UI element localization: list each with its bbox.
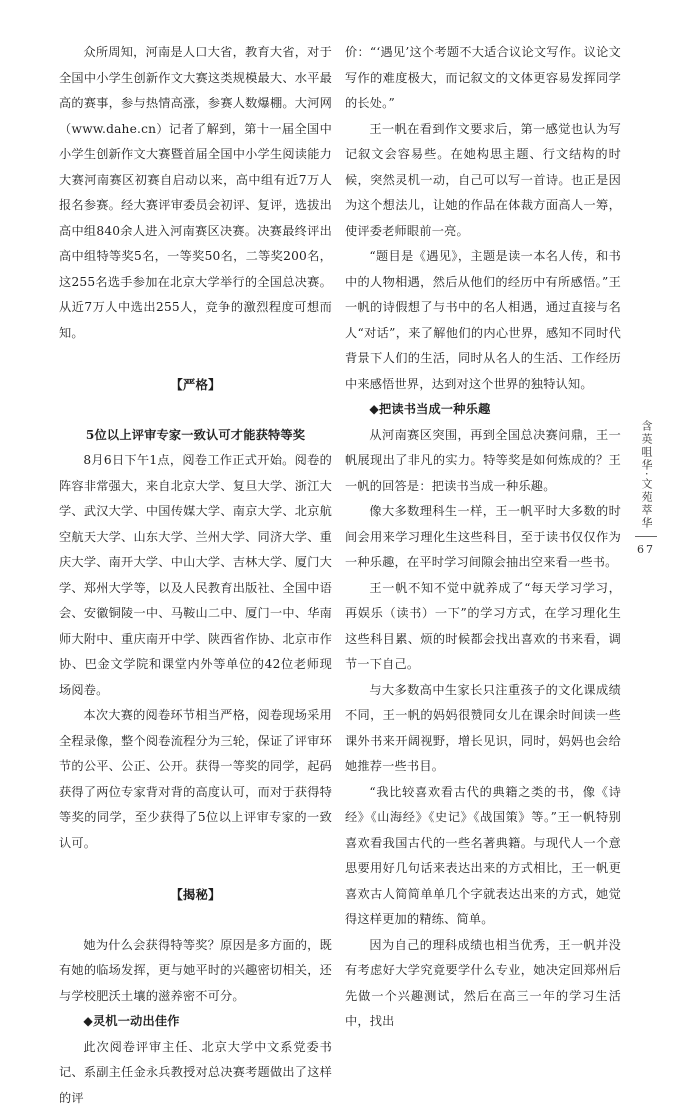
page-sidebar <box>635 420 657 556</box>
paragraph: 与大多数高中生家长只注重孩子的文化课成绩不同，王一帆的妈妈很赞同女儿在课余时间读一些课外书来开阔视野，增长见识，同时，妈妈也会给她推荐一些书目。 <box>345 678 621 780</box>
bullet-heading: ◆把读书当成一种乐趣 <box>345 397 621 423</box>
section-heading-reveal: 【揭秘】 <box>59 882 332 908</box>
paragraph: 因为自己的理科成绩也相当优秀，王一帆并没有考虑好大学究竟要学什么专业，她决定回郑州后先做一个兴趣测试，然后在高三一年的学习生活中，找出 <box>345 933 621 1035</box>
page-number: 67 <box>635 543 657 556</box>
left-column <box>59 40 332 1111</box>
paragraph: 价：“‘遇见’这个考题不大适合议论文写作。议论文写作的难度极大，而记叙文的文体更容易发挥同学的长处。” <box>345 40 621 117</box>
paragraph: 她为什么会获得特等奖？原因是多方面的，既有她的临场发挥，更与她平时的兴趣密切相关，还与学校肥沃土壤的滋养密不可分。 <box>59 933 332 1010</box>
sidebar-title-2: 文苑萃华 <box>639 478 653 530</box>
section-heading-strict: 【严格】 <box>59 372 332 398</box>
paragraph: 像大多数理科生一样，王一帆平时大多数的时间会用来学习理化生这些科目，至于读书仅仅作为一种乐趣，在平时学习间隙会抽出空来看一些书。 <box>345 499 621 576</box>
subheading: 5位以上评审专家一致认可才能获特等奖 <box>59 423 332 449</box>
paragraph: “我比较喜欢看古代的典籍之类的书，像《诗经》《山海经》《史记》《战国策》等。”王一帆特别喜欢看我国古代的一些名著典籍。与现代人一个意思要用好几句话来表达出来的方式相比，王一帆更喜欢古人简简单单几个字就表达出来的方式，她觉得这样更加的精练、简单。 <box>345 780 621 933</box>
right-column <box>345 40 621 1035</box>
sidebar-title-1: 含英咀华 <box>639 420 653 472</box>
bullet-heading: ◆灵机一动出佳作 <box>59 1009 332 1035</box>
paragraph: “题目是《遇见》，主题是读一本名人传，和书中的人物相遇，然后从他们的经历中有所感悟。”王一帆的诗假想了与书中的名人相遇，通过直接与名人“对话”，来了解他们的内心世界，感知不同时代背景下人们的生活，同时从名人的生活、工作经历中来感悟世界，达到对这个世界的独特认知。 <box>345 244 621 397</box>
paragraph: 8月6日下午1点，阅卷工作正式开始。阅卷的阵容非常强大，来自北京大学、复旦大学、浙江大学、武汉大学、中国传媒大学、南京大学、北京航空航天大学、山东大学、兰州大学、同济大学、重庆大学、南开大学、中山大学、吉林大学、厦门大学、郑州大学等，以及人民教育出版社、全国中语会、安徽铜陵一中、马鞍山二中、厦门一中、华南师大附中、重庆南开中学、陕西省作协、北京市作协、巴金文学院和课堂内外等单位的42位老师现场阅卷。 <box>59 448 332 703</box>
paragraph: 此次阅卷评审主任、北京大学中文系党委书记、系副主任金永兵教授对总决赛考题做出了这样的评 <box>59 1035 332 1111</box>
sidebar-divider <box>635 536 657 537</box>
paragraph: 本次大赛的阅卷环节相当严格，阅卷现场采用全程录像，整个阅卷流程分为三轮，保证了评审环节的公平、公正、公开。获得一等奖的同学，起码获得了两位专家背对背的高度认可，而对于获得特等奖的同学，至少获得了5位以上评审专家的一致认可。 <box>59 703 332 856</box>
paragraph: 王一帆在看到作文要求后，第一感觉也认为写记叙文会容易些。在她构思主题、行文结构的时候，突然灵机一动，自己可以写一首诗。也正是因为这个想法儿，让她的作品在体裁方面高人一筹，使评委老师眼前一亮。 <box>345 117 621 245</box>
paragraph: 从河南赛区突围，再到全国总决赛问鼎，王一帆展现出了非凡的实力。特等奖是如何炼成的？王一帆的回答是：把读书当成一种乐趣。 <box>345 423 621 500</box>
paragraph: 众所周知，河南是人口大省，教育大省，对于全国中小学生创新作文大赛这类规模最大、水平最高的赛事，参与热情高涨，参赛人数爆棚。大河网（www.dahe.cn）记者了解到，第十一届全国中小学生创新作文大赛暨首届全国中小学生阅读能力大赛河南赛区初赛自启动以来，高中组有近7万人报名参赛。经大赛评审委员会初评、复评，选拔出高中组840余人进入河南赛区决赛。决赛最终评出高中组特等奖5名，一等奖50名，二等奖200名，这255名选手参加在北京大学举行的全国总决赛。从近7万人中选出255人，竞争的激烈程度可想而知。 <box>59 40 332 346</box>
sidebar-dot: · <box>639 472 653 478</box>
paragraph: 王一帆不知不觉中就养成了“每天学习学习，再娱乐（读书）一下”的学习方式，在学习理化生这些科目累、烦的时候都会找出喜欢的书来看，调节一下自己。 <box>345 576 621 678</box>
